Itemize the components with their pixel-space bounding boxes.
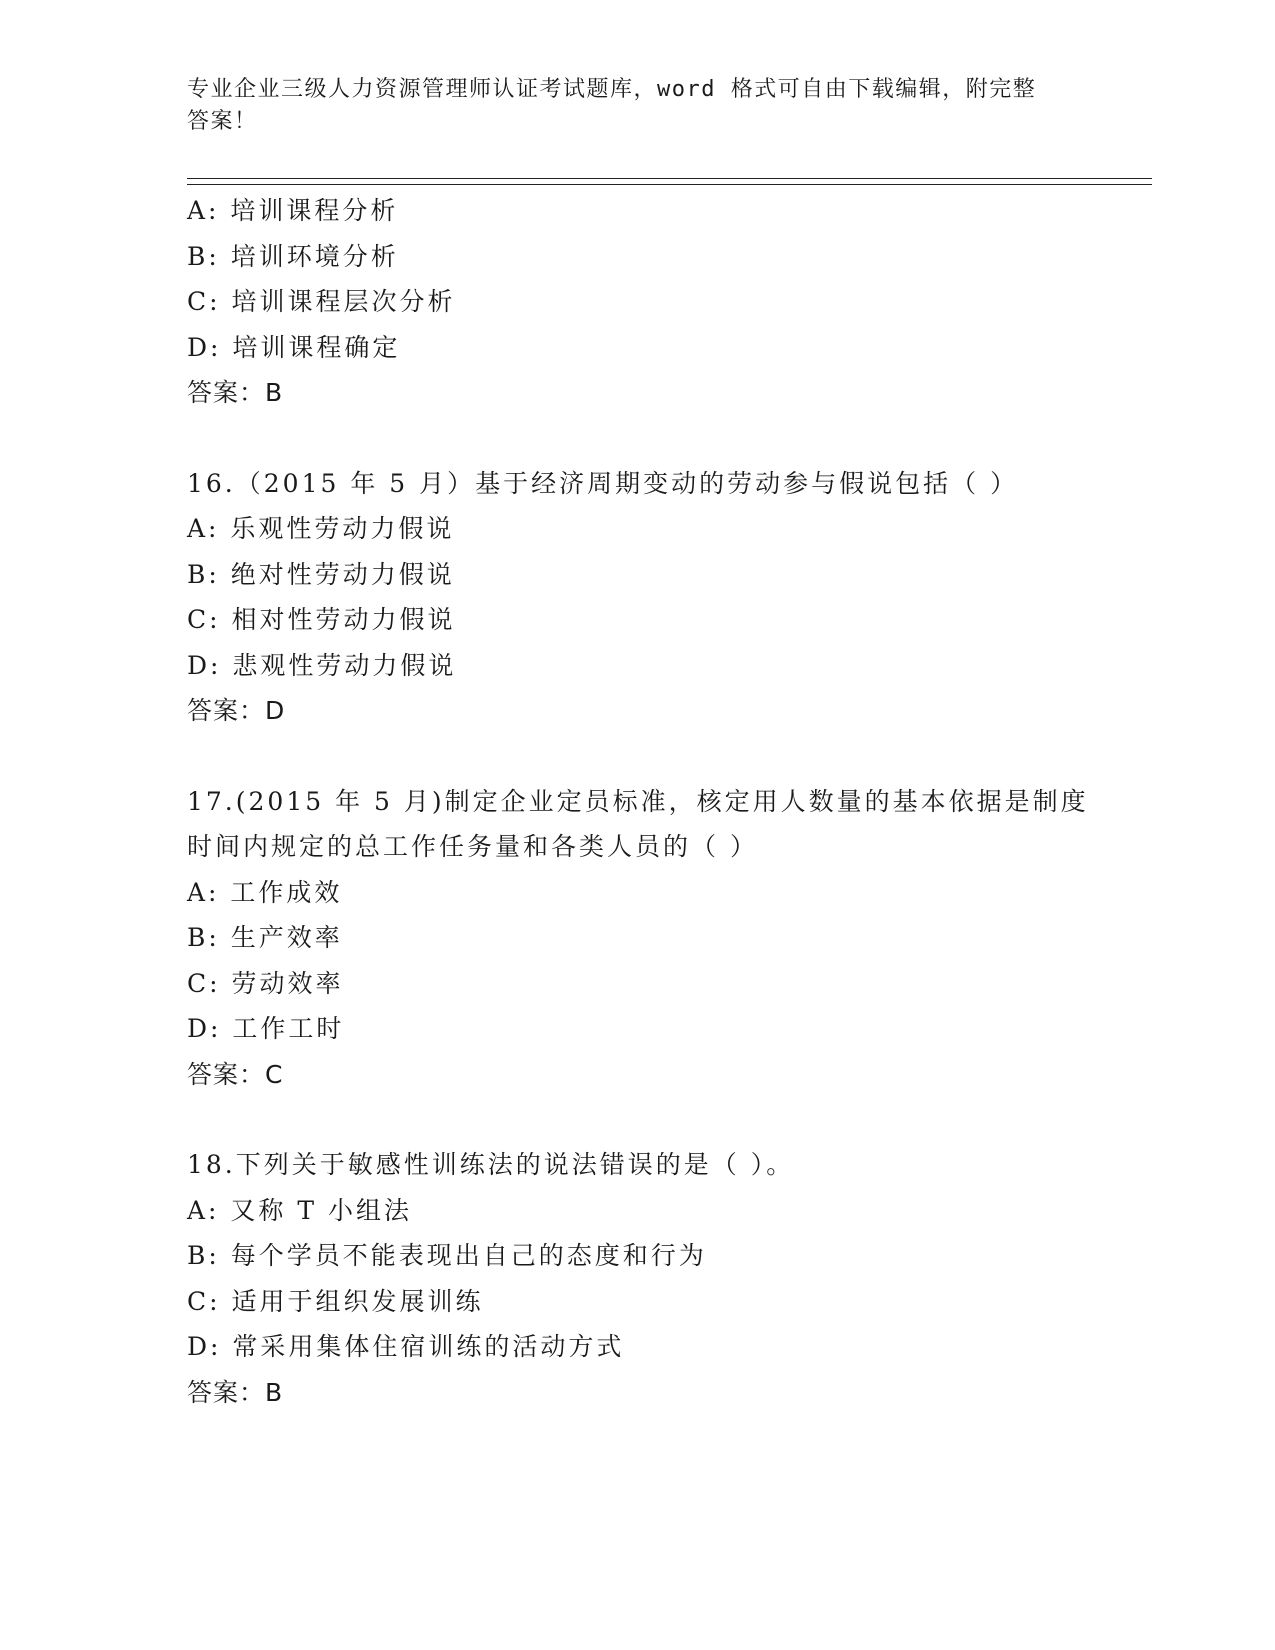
option-c: C: 劳动效率 (187, 968, 344, 998)
answer-line: 答案：D (187, 696, 286, 725)
header-line-2: 答案！ (187, 109, 258, 134)
header-rule-bottom (187, 184, 1152, 185)
option-c: C: 相对性劳动力假说 (187, 605, 456, 634)
answer-line: 答案：C (187, 1059, 284, 1089)
option-d: D: 常采用集体住宿训练的活动方式 (187, 1332, 625, 1361)
option-a: A: 工作成效 (187, 877, 343, 907)
question-block-17 (187, 779, 1087, 1098)
question-block-16 (187, 461, 1087, 734)
option-b: B: 每个学员不能表现出自己的态度和行为 (187, 1241, 707, 1270)
header-rule-top (187, 178, 1152, 179)
option-d: D: 工作工时 (187, 1014, 345, 1043)
question-text: 18.下列关于敏感性训练法的说法错误的是（ ）。 (187, 1150, 795, 1179)
option-d: D: 悲观性劳动力假说 (187, 650, 457, 680)
spacer (187, 1097, 1087, 1142)
option-b: B: 生产效率 (187, 923, 343, 952)
question-block-15 (187, 188, 1087, 416)
answer-line: 答案：B (187, 1377, 284, 1407)
header-line-1: 专业企业三级人力资源管理师认证考试题库，word 格式可自由下载编辑，附完整 (187, 77, 1037, 102)
option-d: D: 培训课程确定 (187, 332, 401, 362)
document-header (187, 74, 1067, 138)
question-text-continued: 时间内规定的总工作任务量和各类人员的（ ） (187, 832, 758, 861)
spacer (187, 416, 1087, 461)
answer-line: 答案：B (187, 378, 284, 407)
option-a: A: 培训课程分析 (187, 196, 399, 225)
option-a: A: 乐观性劳动力假说 (187, 514, 455, 543)
option-a: A: 又称 T 小组法 (187, 1195, 412, 1225)
option-b: B: 培训环境分析 (187, 241, 399, 271)
option-c: C: 适用于组织发展训练 (187, 1286, 484, 1316)
option-b: B: 绝对性劳动力假说 (187, 559, 455, 589)
question-text: 17.(2015 年 5 月)制定企业定员标准，核定用人数量的基本依据是制度 (187, 786, 1089, 816)
question-block-18 (187, 1142, 1087, 1415)
question-list (187, 188, 1087, 1415)
spacer (187, 734, 1087, 779)
question-text: 16.（2015 年 5 月）基于经济周期变动的劳动参与假说包括（ ） (187, 468, 1019, 498)
option-c: C: 培训课程层次分析 (187, 287, 456, 316)
